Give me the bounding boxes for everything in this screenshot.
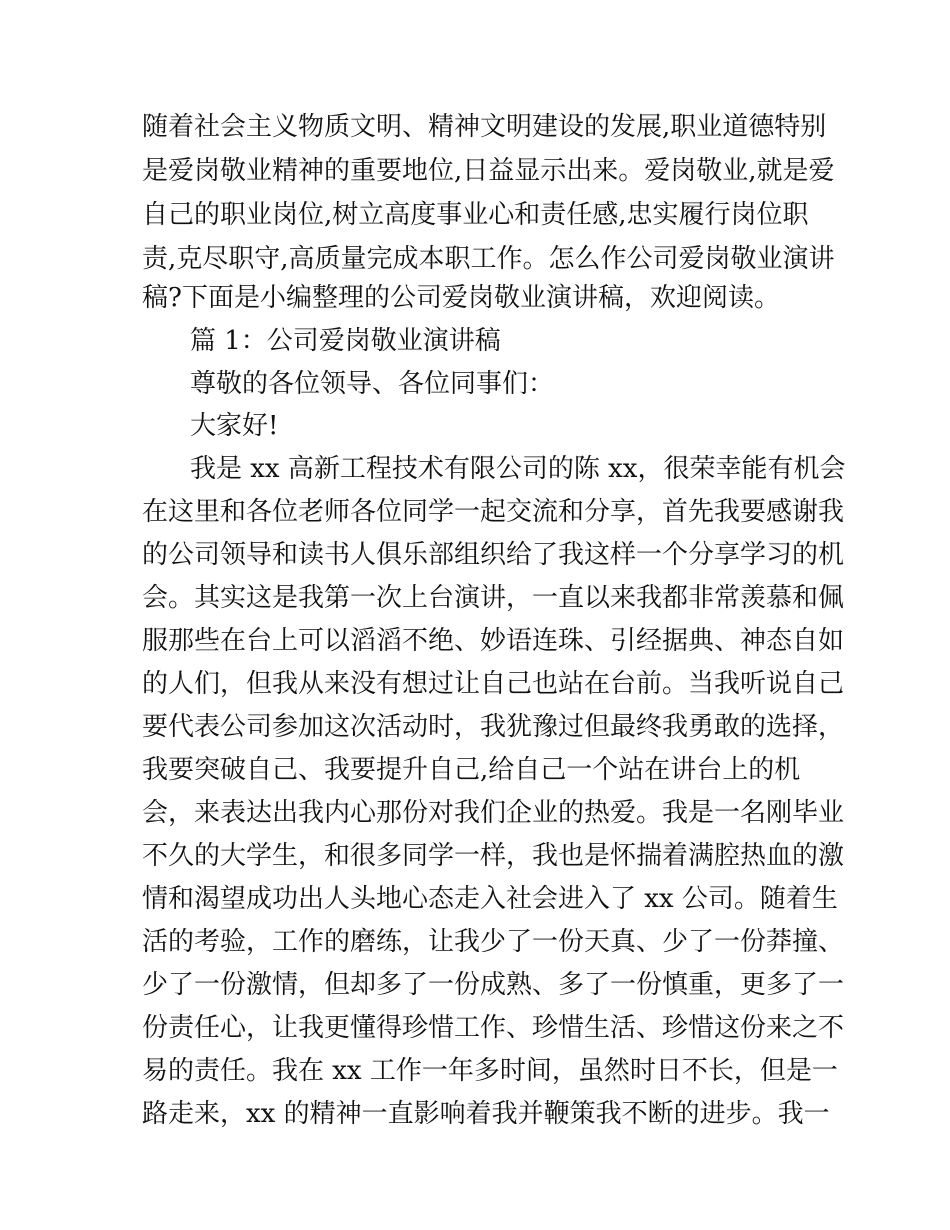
text-line: 是爱岗敬业精神的重要地位,日益显示出来。爱岗敬业,就是爱 <box>142 156 835 186</box>
text-line: 服那些在台上可以滔滔不绝、妙语连珠、引经据典、神态自如 <box>142 626 845 656</box>
text-line: 情和渴望成功出人头地心态走入社会进入了 xx 公司。随着生 <box>142 884 838 914</box>
text-line: 的公司领导和读书人俱乐部组织给了我这样一个分享学习的机 <box>142 540 845 570</box>
text-line: 要代表公司参加这次活动时，我犹豫过但最终我勇敢的选择， <box>142 712 845 742</box>
text-line: 份责任心，让我更懂得珍惜工作、珍惜生活、珍惜这份来之不 <box>142 1013 845 1043</box>
text-line: 稿?下面是小编整理的公司爱岗敬业演讲稿，欢迎阅读。 <box>142 283 780 313</box>
text-line: 易的责任。我在 xx 工作一年多时间，虽然时日不长，但是一 <box>142 1056 838 1086</box>
text-line: 责,克尽职守,高质量完成本职工作。怎么作公司爱岗敬业演讲 <box>142 244 835 274</box>
text-line: 活的考验，工作的磨练，让我少了一份天真、少了一份莽撞、 <box>142 927 845 957</box>
text-line: 随着社会主义物质文明、精神文明建设的发展,职业道德特别 <box>142 112 827 142</box>
text-line: 会。其实这是我第一次上台演讲，一直以来我都非常羡慕和佩 <box>142 583 845 613</box>
section-heading: 篇 1：公司爱岗敬业演讲稿 <box>190 326 501 356</box>
text-line: 自己的职业岗位,树立高度事业心和责任感,忠实履行岗位职 <box>142 200 809 230</box>
text-line: 的人们，但我从来没有想过让自己也站在台前。当我听说自己 <box>142 669 845 699</box>
text-line: 不久的大学生，和很多同学一样，我也是怀揣着满腔热血的激 <box>142 841 845 871</box>
text-line: 会，来表达出我内心那份对我们企业的热爱。我是一名刚毕业 <box>142 798 845 828</box>
text-line: 我要突破自己、我要提升自己,给自己一个站在讲台上的机 <box>142 755 801 785</box>
text-line: 路走来，xx 的精神一直影响着我并鞭策我不断的进步。我一 <box>142 1099 830 1129</box>
text-line: 少了一份激情，但却多了一份成熟、多了一份慎重，更多了一 <box>142 970 845 1000</box>
text-line: 我是 xx 高新工程技术有限公司的陈 xx，很荣幸能有机会 <box>190 454 846 484</box>
text-line: 在这里和各位老师各位同学一起交流和分享，首先我要感谢我 <box>142 497 845 527</box>
salutation: 尊敬的各位领导、各位同事们： <box>190 369 555 399</box>
greeting: 大家好! <box>190 411 279 441</box>
